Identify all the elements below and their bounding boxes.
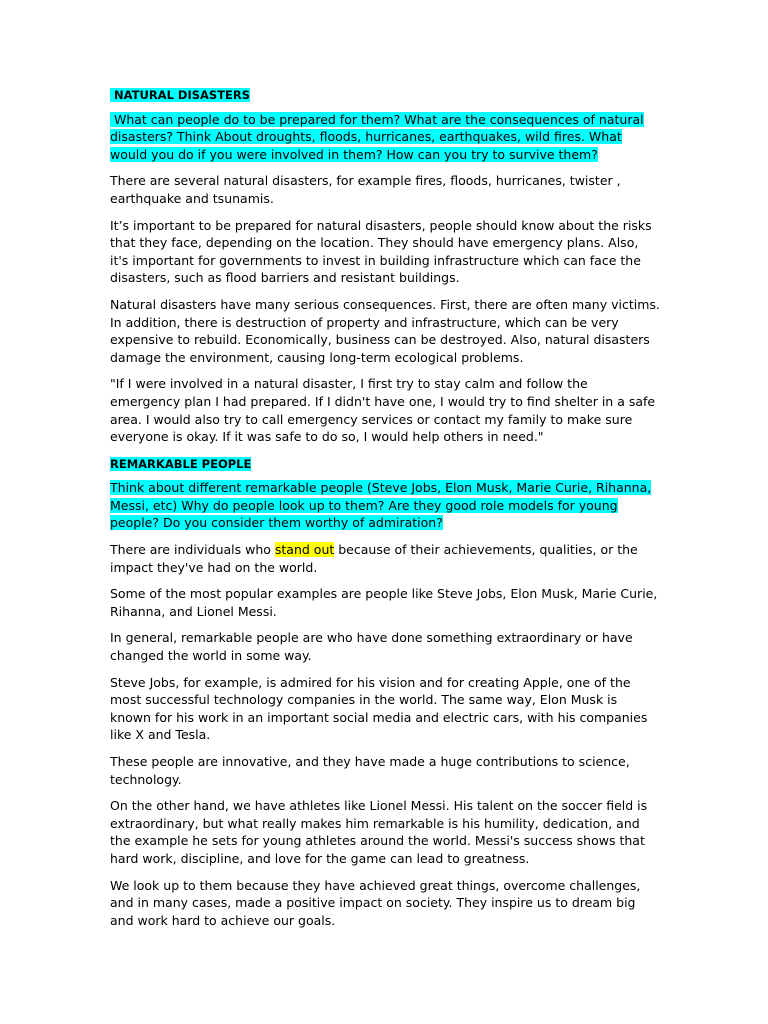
paragraph: On the other hand, we have athletes like Lionel Messi. His talent on the soccer field is extraordinary, but what really makes him remarkable is his humility, dedication, and the example he sets for young athletes around the world. Messi's success shows that hard work, discipline, and love for the game can lead to greatness. [110, 798, 648, 866]
prompt-text: Think about different remarkable people (Steve Jobs, Elon Musk, Marie Curie, Rihanna, Messi, etc) Why do people look up to them? Are they good role models for young people? Do you consider them worthy of admiration? [110, 480, 652, 531]
paragraph: Natural disasters have many serious consequences. First, there are often many victims. In addition, there is destruction of property and infrastructure, which can be very expensive to rebuild. Economically, business can be destroyed. Also, natural disasters damage the environment, causing long-term ecological problems. [110, 296, 660, 365]
prompt-natural-disasters [110, 111, 660, 164]
heading-text: REMARKABLE PEOPLE [110, 456, 252, 471]
prompt-text: What can people do to be prepared for them? What are the consequences of natural disasters? Think About droughts, floods, hurricanes, earthquakes, wild fires. What would you do if you were involved in them? How can you try to survive them? [110, 111, 644, 162]
heading-remarkable-people [110, 455, 660, 474]
heading-natural-disasters [110, 86, 660, 105]
heading-text: NATURAL DISASTERS [110, 88, 250, 102]
prompt-remarkable-people [110, 479, 660, 532]
highlighted-phrase: stand out [274, 542, 335, 558]
paragraph: There are individuals who stand out because of their achievements, qualities, or the impact they've had on the world. [110, 542, 638, 575]
paragraph: "If I were involved in a natural disaster, I first try to stay calm and follow the emergency plan I had prepared. If I didn't have one, I would try to find shelter in a safe area. I would also try to call emergency services or contact my family to make sure everyone is okay. If it was safe to do so, I would help others in need." [110, 376, 656, 445]
paragraph: There are several natural disasters, for example fires, floods, hurricanes, twister , earthquake and tsunamis. [110, 173, 621, 206]
paragraph: We look up to them because they have achieved great things, overcome challenges, and in many cases, made a positive impact on society. They inspire us to dream big and work hard to achieve our goals. [110, 877, 641, 928]
paragraph: In general, remarkable people are who have done something extraordinary or have changed the world in some way. [110, 630, 633, 664]
document-body [110, 86, 660, 938]
paragraph: It’s important to be prepared for natural disasters, people should know about the risks that they face, depending on the location. They should have emergency plans. Also, it's important for governments to invest in building infrastructure which can face the disasters, such as flood barriers and resistant buildings. [110, 217, 652, 286]
paragraph: Steve Jobs, for example, is admired for his vision and for creating Apple, one of the most successful technology companies in the world. The same way, Elon Musk is known for his work in an important social media and electric cars, with his companies like X and Tesla. [110, 674, 648, 743]
paragraph: Some of the most popular examples are people like Steve Jobs, Elon Musk, Marie Curie, Rihanna, and Lionel Messi. [110, 586, 658, 619]
paragraph: These people are innovative, and they have made a huge contributions to science, technology. [110, 754, 630, 787]
